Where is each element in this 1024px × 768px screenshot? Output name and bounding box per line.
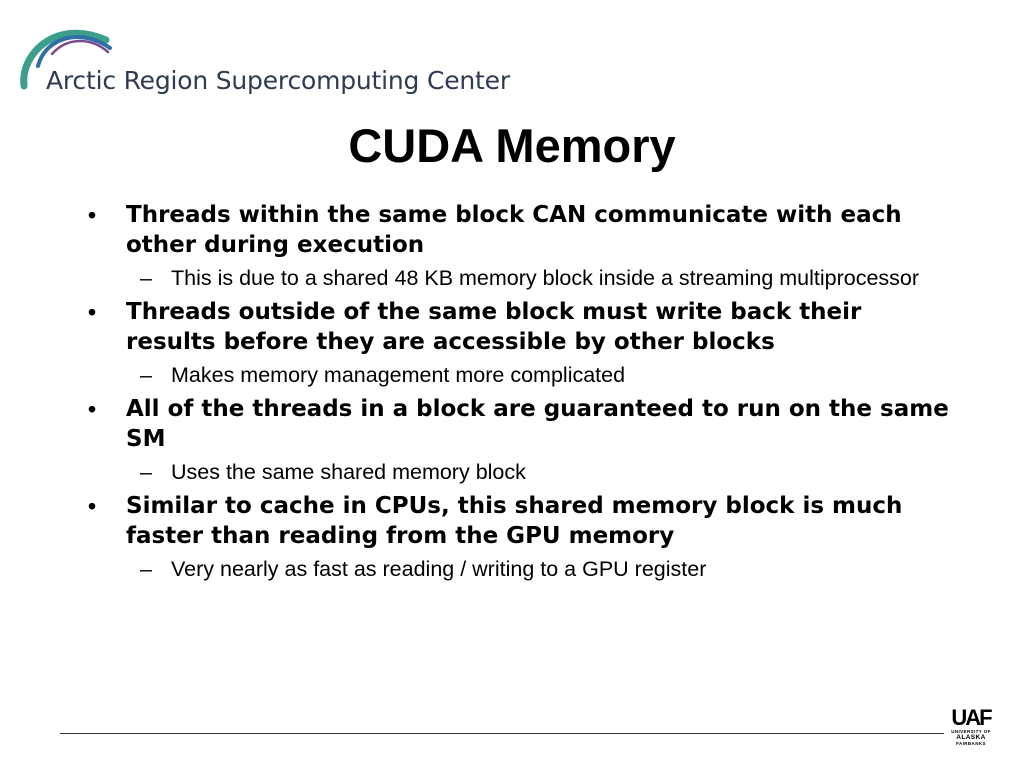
bullet-item <box>80 394 950 454</box>
sub-bullet-marker: – <box>140 557 152 581</box>
org-name: Arctic Region Supercomputing Center <box>46 66 510 95</box>
sub-bullet-marker: – <box>140 460 152 484</box>
slide-title: CUDA Memory <box>348 119 676 172</box>
sub-bullet-item <box>80 362 950 388</box>
sub-bullet-text: Makes memory management more complicated <box>171 363 626 387</box>
sub-bullet-text: Uses the same shared memory block <box>171 460 526 484</box>
bullet-item <box>80 491 950 551</box>
bullet-marker: • <box>88 396 97 422</box>
uaf-logo <box>946 707 996 755</box>
bullet-list <box>80 200 950 588</box>
bullet-marker: • <box>88 493 97 519</box>
bullet-group <box>80 394 950 485</box>
bullet-group <box>80 200 950 291</box>
footer-divider <box>60 733 944 734</box>
bullet-item <box>80 200 950 260</box>
uaf-logo-line1: UNIVERSITY OF <box>951 729 991 734</box>
bullet-group <box>80 297 950 388</box>
sub-bullet-text: This is due to a shared 48 KB memory block inside a streaming multiprocessor <box>171 266 920 290</box>
bullet-marker: • <box>88 299 97 325</box>
sub-bullet-text: Very nearly as fast as reading / writing to a GPU register <box>171 557 707 581</box>
bullet-item <box>80 297 950 357</box>
uaf-logo-line2: ALASKA <box>956 734 986 741</box>
bullet-text: Similar to cache in CPUs, this shared memory block is much faster than reading from the GPU memory <box>126 493 903 549</box>
sub-bullet-marker: – <box>140 266 152 290</box>
bullet-text: Threads outside of the same block must write back their results before they are accessible by other blocks <box>126 299 862 355</box>
bullet-text: Threads within the same block CAN communicate with each other during execution <box>126 202 902 258</box>
sub-bullet-marker: – <box>140 363 152 387</box>
sub-bullet-item <box>80 556 950 582</box>
sub-bullet-item <box>80 459 950 485</box>
uaf-logo-mark: UAF <box>951 705 991 730</box>
bullet-text: All of the threads in a block are guaranteed to run on the same SM <box>126 396 949 452</box>
bullet-group <box>80 491 950 582</box>
arsc-logo <box>16 14 576 94</box>
sub-bullet-item <box>80 265 950 291</box>
uaf-logo-line3: FAIRBANKS <box>956 741 986 746</box>
bullet-marker: • <box>88 202 97 228</box>
